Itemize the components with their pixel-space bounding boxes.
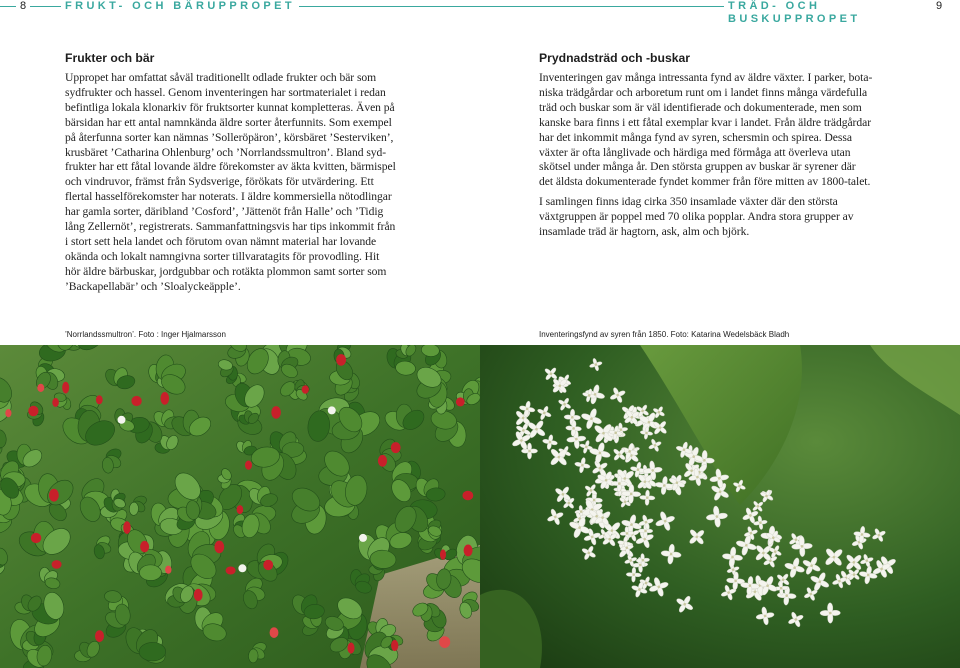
strawberry-illustration xyxy=(0,345,480,668)
body-line: flertal hasselförekomster har noterats. I äldre kommersiella nötodlingar xyxy=(65,190,392,204)
body-line: sydfrukter och hassel. Genom inventeringen har sortmaterialet i redan xyxy=(65,85,386,99)
body-line: på återfunna sorter kan nämnas ’Solleröpäron’, körsbäret ’Sesterviken’, xyxy=(65,130,394,144)
strawberry-photo xyxy=(0,345,480,668)
left-page-number: 8 xyxy=(16,0,30,13)
body-line: befintliga lokala klonarkiv för fruktsorter kunnat kompletteras. Även på xyxy=(65,100,395,114)
left-body xyxy=(65,71,485,295)
body-line: krusbäret ’Catharina Ohlenburg’ och ’Norrlandssmultron’. Bland syd- xyxy=(65,145,387,159)
body-line: har det inkommit många fynd av syren, schersmin och spirea. Dessa xyxy=(539,130,852,144)
body-line: bärsidan har ett antal namnkända äldre sorter återfunnits. Som exempel xyxy=(65,115,392,129)
left-running-title: FRUKT- OCH BÄRUPPROPET xyxy=(61,0,299,13)
body-line: Uppropet har omfattat såväl traditionellt odlade frukter och bär som xyxy=(65,71,377,84)
body-line: i stort sett hela landet och förutom ovan nämnt material har lovande xyxy=(65,234,377,248)
body-line: ’Backapellabär’ och ’Sloalyckeäpple’. xyxy=(65,279,241,293)
body-line: niska trädgårdar och arboretum runt om i landet finns många värdefulla xyxy=(539,85,868,99)
lilac-illustration xyxy=(480,345,960,668)
right-page-number: 9 xyxy=(932,0,946,13)
body-line: har gamla sorter, däribland ’Cosford’, ’Jättenöt från Halle’ och ’Tidig xyxy=(65,205,384,219)
body-line: hör äldre bärbuskar, jordgubbar och rotäkta plommon samt sorter som xyxy=(65,264,387,278)
right-body xyxy=(539,71,939,240)
left-heading: Frukter och bär xyxy=(65,51,155,65)
body-line: skötsel under många år. Den största gruppen av buskar är syrener där xyxy=(539,160,856,174)
body-line: och vindruvor, främst från Sydsverige, förökats för utvärdering. Ett xyxy=(65,175,374,189)
body-line: frukter har ett fåtal lovande äldre förekomster av äkta kvitten, bärmispel xyxy=(65,160,396,174)
left-photo-caption: ’Norrlandssmultron’. Foto : Inger Hjalmarsson xyxy=(65,330,226,339)
body-line: växtgruppen är poppel med 70 olika popplar. Andra stora grupper av xyxy=(539,210,854,224)
body-line: insamlade träd är hagtorn, ask, alm och björk. xyxy=(539,225,750,239)
body-line: I samlingen finns idag cirka 350 insamlade växter där den största xyxy=(539,195,838,209)
right-photo-caption: Inventeringsfynd av syren från 1850. Foto: Katarina Wedelsbäck Bladh xyxy=(539,330,790,339)
running-header xyxy=(0,0,960,25)
lilac-photo xyxy=(480,345,960,668)
body-line: okända och lokalt namngivna sorter tillvaratagits för provodling. Hit xyxy=(65,249,380,263)
body-line: lång Zellernöt’, registrerats. Sammanfattningsvis har tips inkommit från xyxy=(65,220,396,234)
right-heading: Prydnadsträd och -buskar xyxy=(539,51,691,65)
body-line: kanske bara finns i ett fåtal exemplar kvar i landet. Från äldre trädgårdar xyxy=(539,115,871,129)
body-line: träd och buskar som är väl identifierade och dokumenterade, men som xyxy=(539,100,862,114)
right-running-title: TRÄD- OCH BUSKUPPROPET xyxy=(724,0,960,26)
body-line: växter är ofta långlivade och härdiga med förmåga att överleva utan xyxy=(539,145,851,159)
body-line: det äldsta dokumenterade fyndet kommer från före mitten av 1800-talet. xyxy=(539,175,871,189)
body-line: Inventeringen gav många intressanta fynd av äldre växter. I parker, bota- xyxy=(539,71,873,84)
